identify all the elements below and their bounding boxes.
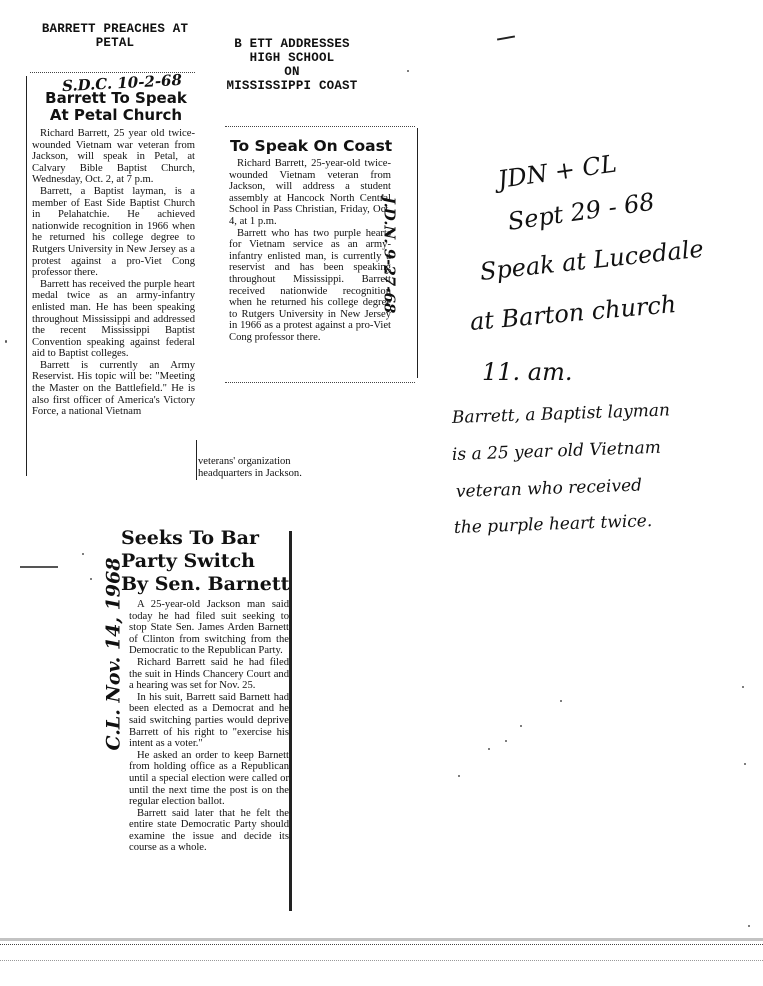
article-body-petal [32,128,195,418]
typed-caption-petal [30,22,200,50]
handwritten-line: Speak at Lucedale [478,234,705,286]
article-paragraph: He asked an order to keep Barnett from holding office as a Republican until a special election were called or until the next time the post is on the regular election ballot. [129,749,289,808]
handwritten-line: 11. am. [482,358,573,386]
article-paragraph: Barrett said later that he felt the entire state Democratic Party should examine the issue and decide its course as a whole. [129,807,289,854]
date-mark-barnett: C.L. Nov. 14, 1968 [102,557,125,751]
article-paragraph: Barrett is currently an Army Reservist. His topic will be: "Meeting the Master on the Battlefield." He is also first officer of America's Victory Force, a national Vietnam [32,359,195,418]
headline-coast: To Speak On Coast [230,137,393,155]
headline-petal [34,90,198,124]
typed-caption-coast [222,37,362,93]
clipping-barnett [95,525,300,925]
article-paragraph: Richard Barrett, 25-year-old twice-wounded Vietnam veteran from Jackson, will address a student assembly at Hancock North Central School in Pass Christian, Friday, Oct. 4, at 1 p.m. [229,158,391,227]
handwritten-line: the purple heart twice. [453,511,653,538]
scan-speck [458,775,460,777]
scan-noise-line [0,960,763,961]
clipping-top-edge [225,126,415,127]
scan-speck [5,340,7,343]
scan-noise-line [0,944,763,945]
scan-speck [407,70,409,72]
clipping-coast [225,126,420,386]
scan-speck [90,578,92,580]
handwritten-line: Barrett, a Baptist layman [451,400,671,428]
headline-line: Party Switch [121,550,255,572]
article-body-barnett [129,599,289,854]
handwritten-line: JDN + CL [496,149,619,194]
handwritten-line: Sept 29 - 68 [506,187,657,236]
article-paragraph: Barrett who has two purple hearts for Vietnam service as an army-infantry enlisted man, is currently a reservist and has been speaking throughout Mississippi. Barrett received nationwide recognition when he returned his college degree to Rutgers University in New Jersey in 1966 as a protest against a pro-Viet Cong professor there. [229,227,391,343]
scan-speck [748,925,750,927]
headline-barnett [121,527,289,596]
headline-line: At Petal Church [49,106,183,124]
handwritten-line: is a 25 year old Vietnam [451,437,662,465]
clipping-petal-church [30,72,200,484]
clipping-edge [196,440,197,480]
scan-speck [742,686,744,688]
typed-caption-line: HIGH SCHOOL [249,51,335,65]
scan-speck [488,748,490,750]
article-body-coast [229,158,391,344]
handwritten-line: at Barton church [468,290,678,336]
article-paragraph: Barrett, a Baptist layman, is a member of East Side Baptist Church in Pelahatchie. He achieved nationwide recognition in 1966 when he returned his college degree to Rutgers University in New Jersey as a protest against a pro-Viet Cong professor there. [32,185,195,279]
clipping-edge [417,128,418,378]
clipping-edge [289,531,292,911]
handwritten-line: veteran who received [455,475,643,502]
typed-caption-line: MISSISSIPPI COAST [226,79,358,93]
handwritten-note [450,149,755,560]
continuation-petal: veterans' organization headquarters in Jackson. [198,456,302,479]
scan-mark [497,35,515,40]
scan-speck [82,553,84,555]
date-mark-coast: J.D.N. 9-27-68 [380,196,399,314]
typed-caption-line: PETAL [95,36,135,50]
scan-speck [744,763,746,765]
article-paragraph: A 25-year-old Jackson man said today he had filed suit seeking to stop State Sen. James Arden Barnett of Clinton from switching from the Democratic to the Republican Party. [129,599,289,657]
typed-caption-line: ON [284,65,300,79]
clipping-edge [26,76,27,476]
scan-speck [560,700,562,702]
scan-mark [20,566,58,568]
headline-line: Barrett To Speak [45,89,187,107]
typed-caption-line: BARRETT PREACHES AT [41,22,189,36]
scan-speck [520,725,522,727]
article-paragraph: In his suit, Barrett said Barnett had been elected as a Democrat and he said switching parties would deprive Barrett of his right to "exercise his intent as a voter." [129,691,289,750]
scan-bottom-edge [0,938,763,941]
scan-speck [505,740,507,742]
clipping-bottom-edge [225,382,415,383]
typed-caption-line: B ETT ADDRESSES [234,37,350,51]
date-mark-petal: S.D.C. 10-2-68 [61,70,183,96]
article-paragraph: Richard Barrett said he had filed the suit in Hinds Chancery Court and a hearing was set for Nov. 25. [129,656,289,692]
article-paragraph: Richard Barrett, 25 year old twice-wounded Vietnam war veteran from Jackson, will speak in Petal, at Calvary Bible Baptist Church, Wednesday, Oct. 2, at 7 p.m. [32,128,195,186]
headline-line: By Sen. Barnett [121,573,290,595]
article-paragraph: Barrett has received the purple heart medal twice as an army-infantry enlisted man. He has been speaking throughout Mississippi and addressed the recent Mississippi Baptist Convention speaking against federal aid to Baptist colleges. [32,278,195,360]
headline-line: Seeks To Bar [121,527,260,549]
